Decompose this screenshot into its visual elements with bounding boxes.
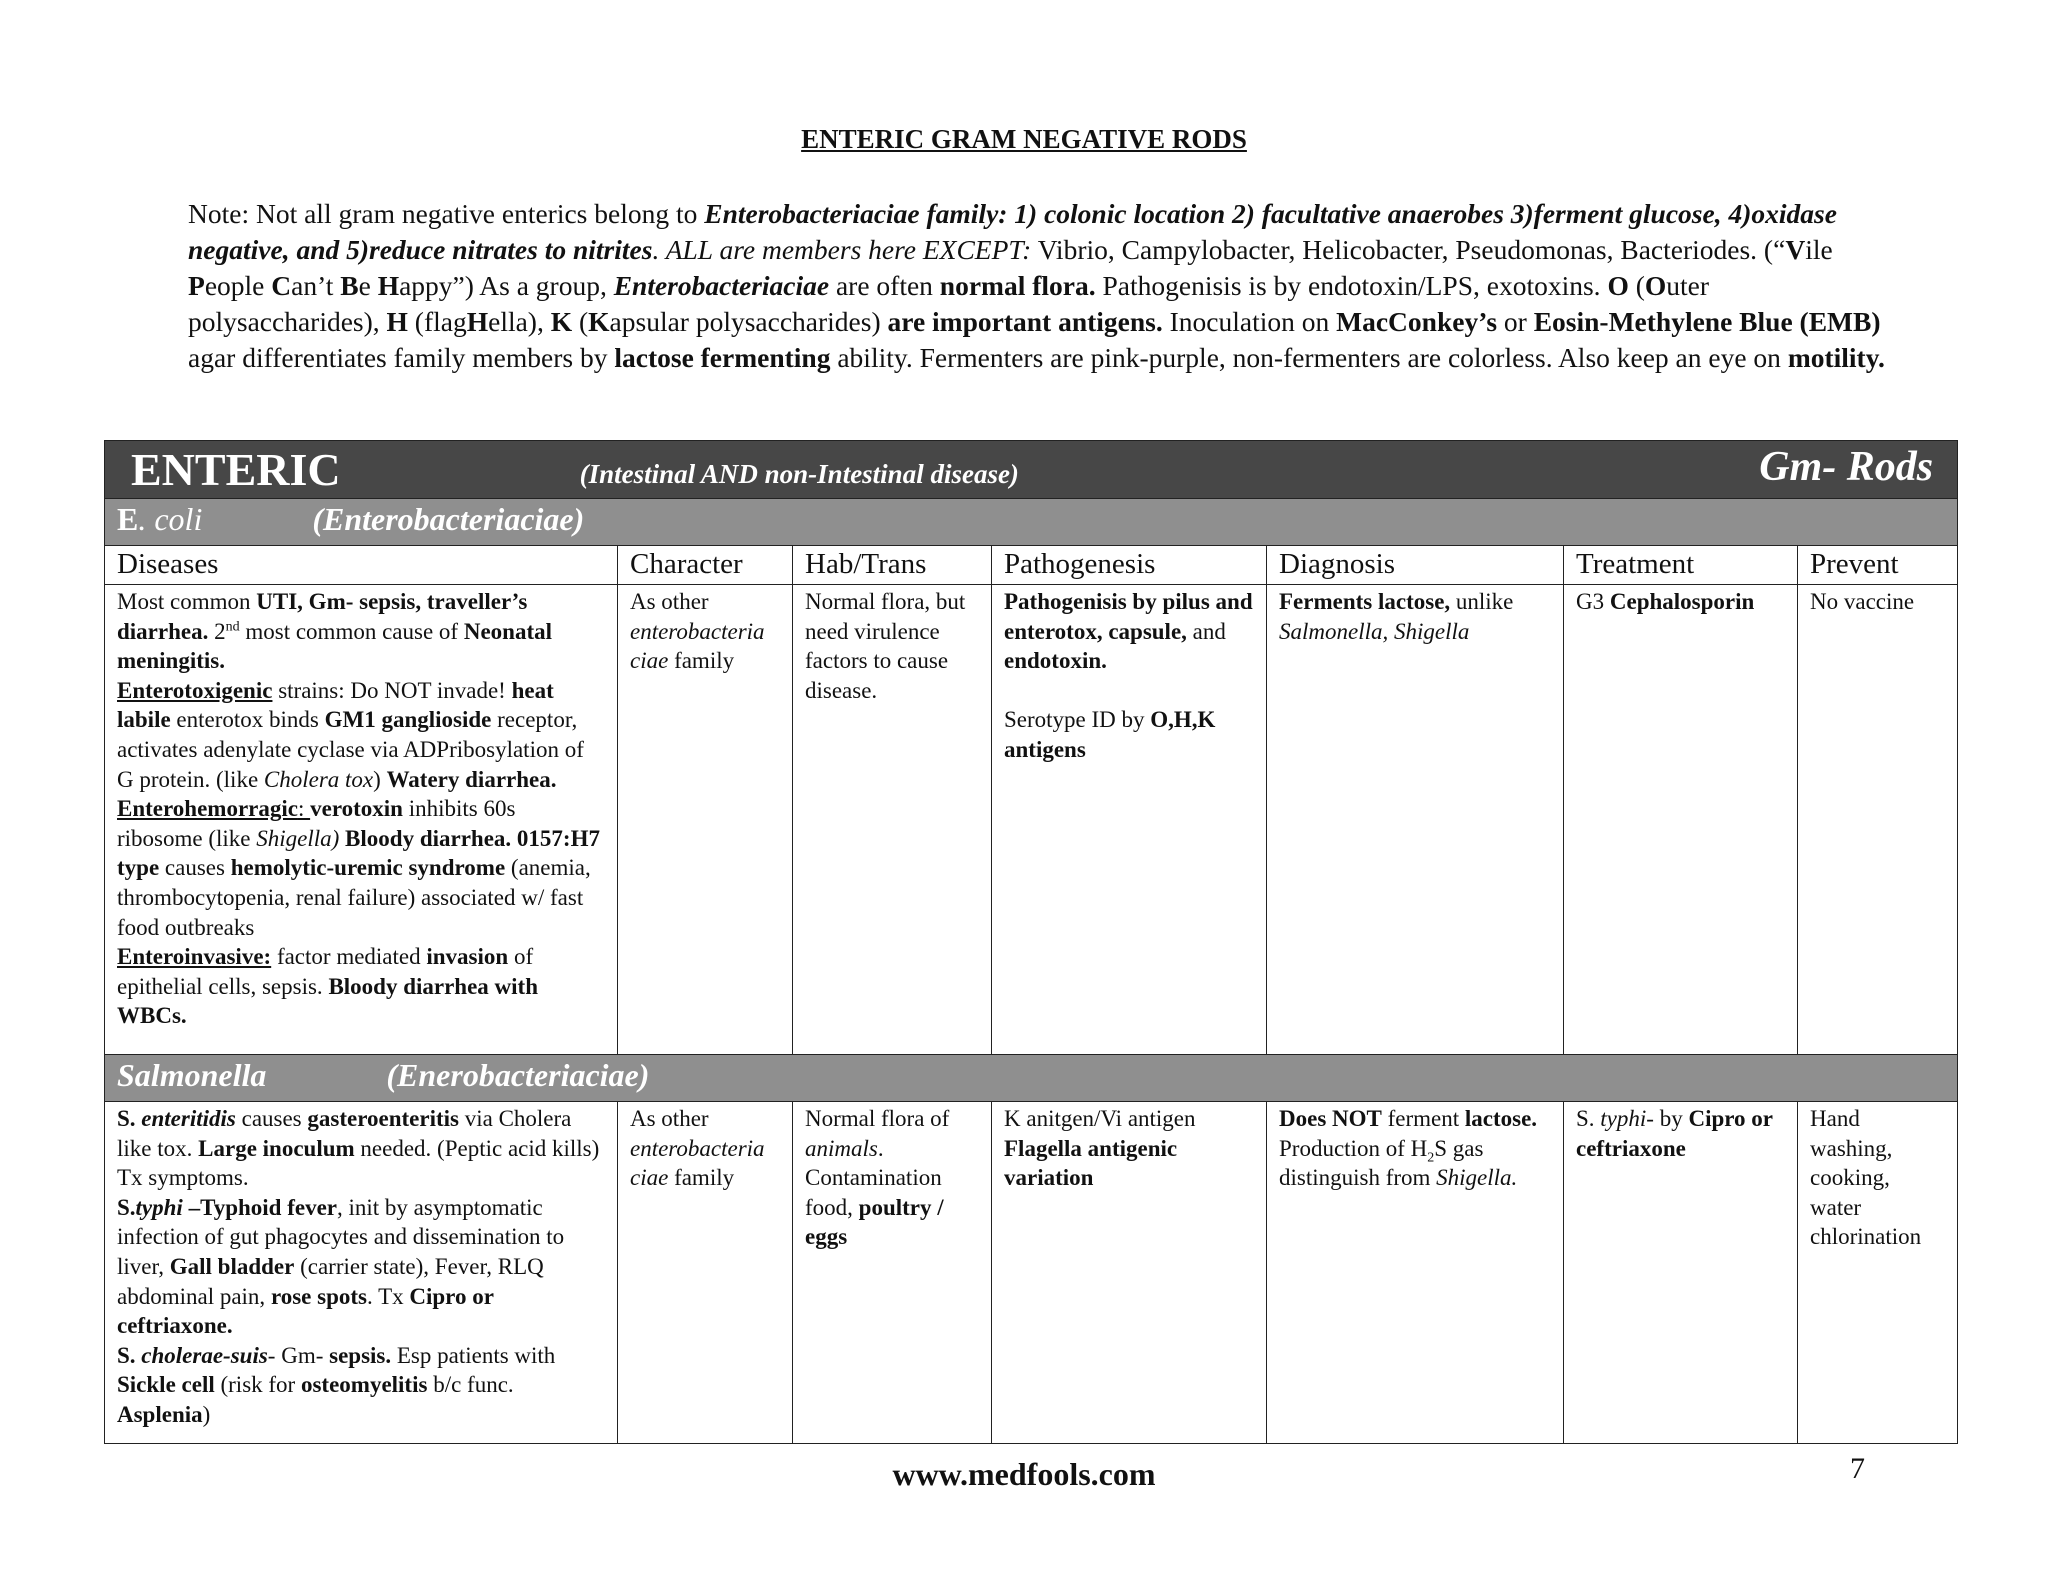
- cell-diseases: S. enteritidis causes gasteroenteritis via Cholera like tox. Large inoculum needed. (Peptic acid kills) Tx symptoms. S.typhi –Typhoid fever, init by asymptomatic infection of gut phagocytes and dissemination to liver, Gall bladder (carrier state), Fever, RLQ abdominal pain, rose spots. Tx Cipro or ceftriaxone. S. cholerae-suis- Gm- sepsis. Esp patients with Sickle cell (risk for osteomyelitis b/c func. Asplenia): [105, 1102, 618, 1444]
- cell-treatment: G3 Cephalosporin: [1564, 585, 1798, 1055]
- table-row: [105, 585, 1958, 1055]
- cell-hab-trans: Normal flora of animals. Contamination food, poultry / eggs: [793, 1102, 992, 1444]
- column-header: Character: [618, 546, 793, 585]
- footer-url: www.medfools.com: [892, 1456, 1156, 1492]
- banner-subtitle: (Intestinal AND non-Intestinal disease): [579, 459, 1019, 489]
- intro-note: Note: Not all gram negative enterics belong to Enterobacteriaciae family: 1) colonic location 2) facultative anaerobes 3)ferment glucose, 4)oxidase negative, and 5)reduce nitrates to nitrites. ALL are members here EXCEPT: Vibrio, Campylobacter, Helicobacter, Pseudomonas, Bacteriodes. (“Vile People Can’t Be Happy”) As a group, Enterobacteriaciae are often normal flora. Pathogenisis is by endotoxin/LPS, exotoxins. O (Outer polysaccharides), H (flagHella), K (Kapsular polysaccharides) are important antigens. Inoculation on MacConkey’s or Eosin-Methylene Blue (EMB) agar differentiates family members by lactose fermenting ability. Fermenters are pink-purple, non-fermenters are colorless. Also keep an eye on motility.: [188, 198, 1885, 373]
- enteric-table: [104, 440, 1958, 1444]
- column-header: Diseases: [105, 546, 618, 585]
- cell-prevent: No vaccine: [1798, 585, 1958, 1055]
- column-header: Diagnosis: [1267, 546, 1564, 585]
- page-number: 7: [1850, 1452, 1865, 1485]
- cell-prevent: Hand washing, cooking, water chlorination: [1798, 1102, 1958, 1444]
- cell-diagnosis: Ferments lactose, unlike Salmonella, Shigella: [1267, 585, 1564, 1055]
- cell-treatment: S. typhi- by Cipro or ceftriaxone: [1564, 1102, 1798, 1444]
- section-name: E. coli: [117, 501, 203, 537]
- cell-pathogenesis: Pathogenisis by pilus and enterotox, capsule, and endotoxin. Serotype ID by O,H,K antigens: [992, 585, 1267, 1055]
- column-header: Treatment: [1564, 546, 1798, 585]
- section-family: (Enterobacteriaciae): [312, 501, 585, 537]
- banner-title: ENTERIC: [131, 444, 341, 495]
- section-family: (Enerobacteriaciae): [386, 1057, 650, 1093]
- column-header: Prevent: [1798, 546, 1958, 585]
- table-banner: [105, 441, 1958, 499]
- column-header: Pathogenesis: [992, 546, 1267, 585]
- cell-diseases: Most common UTI, Gm- sepsis, traveller’s diarrhea. 2nd most common cause of Neonatal meningitis. Enterotoxigenic strains: Do NOT invade! heat labile enterotox binds GM1 ganglioside receptor, activates adenylate cyclase via ADPribosylation of G protein. (like Cholera tox) Watery diarrhea. Enterohemorragic: verotoxin inhibits 60s ribosome (like Shigella) Bloody diarrhea. 0157:H7 type causes hemolytic-uremic syndrome (anemia, thrombocytopenia, renal failure) associated w/ fast food outbreaks Enteroinvasive: factor mediated invasion of epithelial cells, sepsis. Bloody diarrhea with WBCs.: [105, 585, 618, 1055]
- section-header-ecoli: [105, 499, 1958, 546]
- column-headers: [105, 546, 1958, 585]
- section-name: Salmonella: [117, 1057, 267, 1093]
- table-row: [105, 1102, 1958, 1444]
- cell-hab-trans: Normal flora, but need virulence factors to cause disease.: [793, 585, 992, 1055]
- banner-right-label: Gm- Rods: [1759, 444, 1934, 490]
- cell-pathogenesis: K anitgen/Vi antigen Flagella antigenic variation: [992, 1102, 1267, 1444]
- column-header: Hab/Trans: [793, 546, 992, 585]
- cell-character: As other enterobacteria ciae family: [618, 585, 793, 1055]
- section-header-salmonella: [105, 1055, 1958, 1102]
- cell-character: As other enterobacteria ciae family: [618, 1102, 793, 1444]
- page-title: ENTERIC GRAM NEGATIVE RODS: [801, 124, 1247, 154]
- cell-diagnosis: Does NOT ferment lactose. Production of $H_2S$ gas distinguish from Shigella.: [1267, 1102, 1564, 1444]
